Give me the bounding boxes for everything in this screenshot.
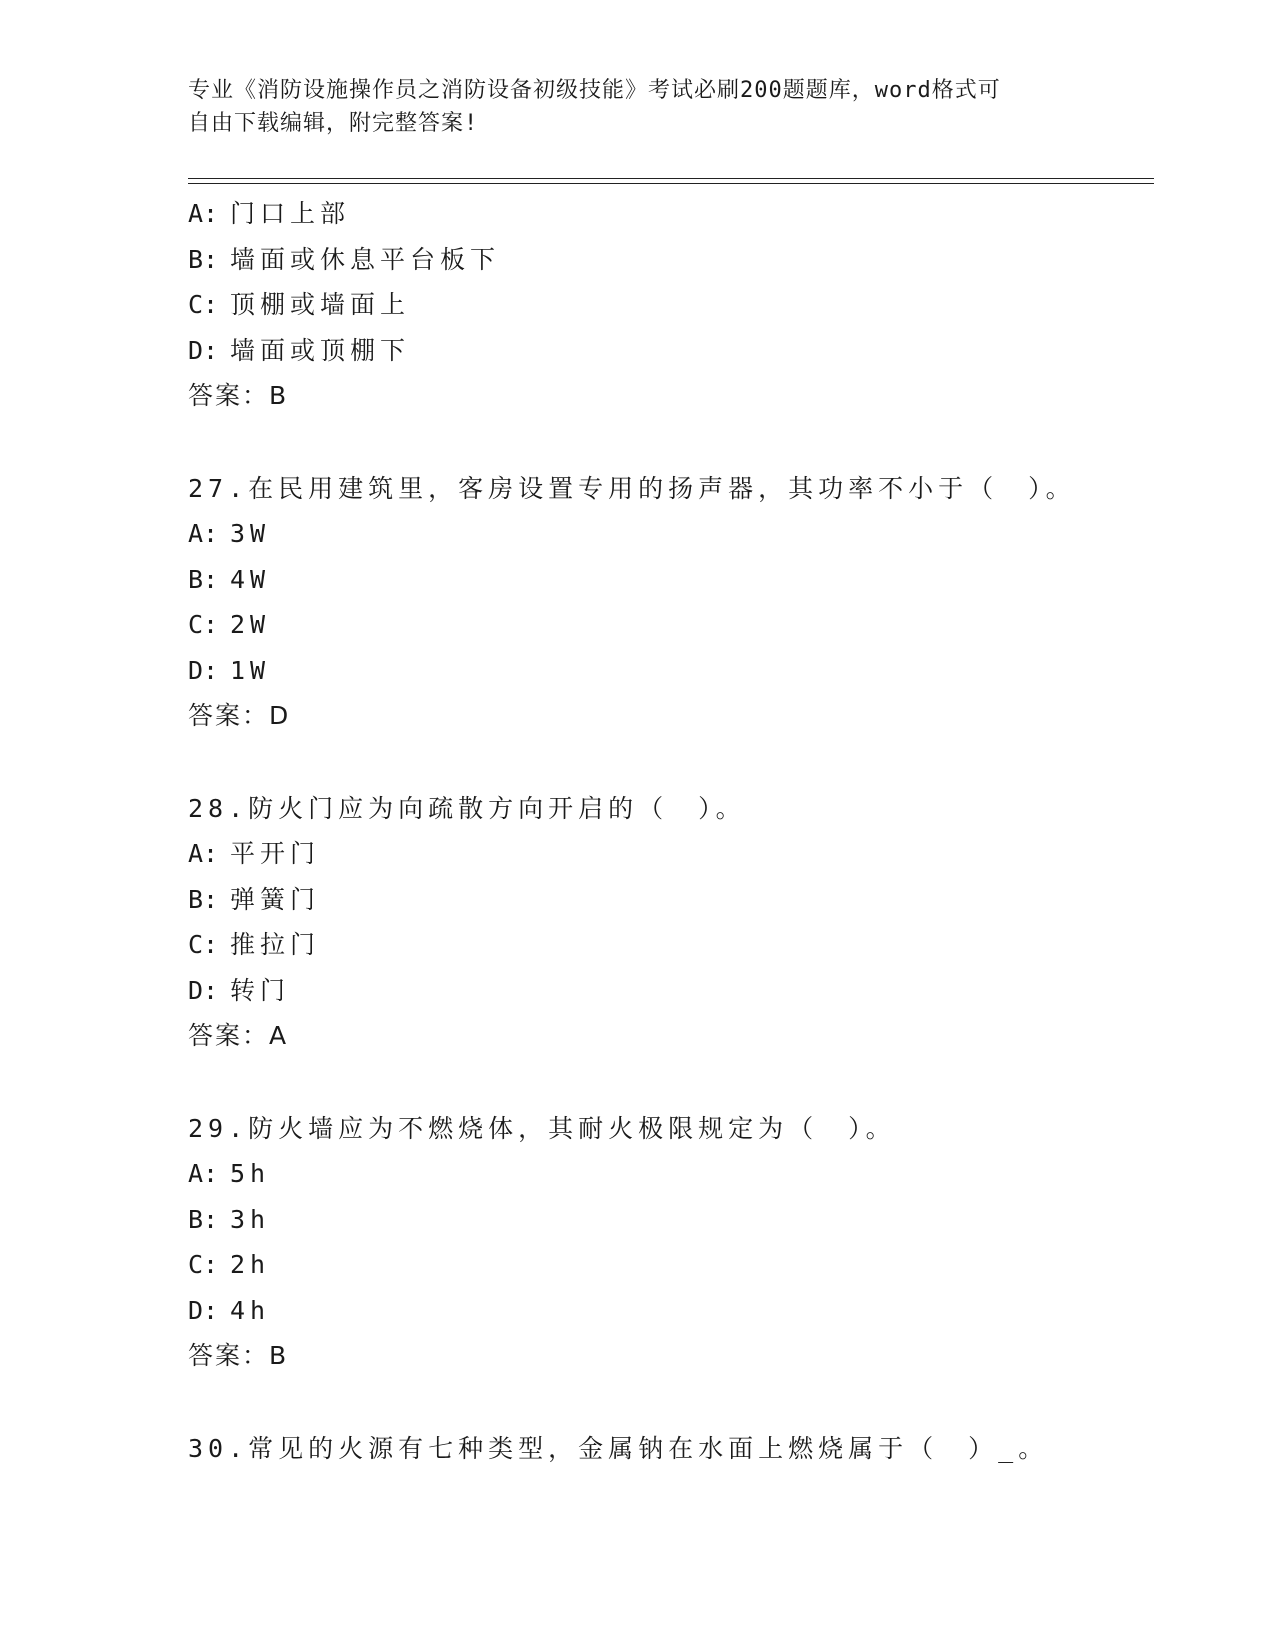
option-a: A: 5h — [188, 1159, 271, 1188]
question-29 — [188, 1106, 1154, 1379]
option-a: A: 平开门 — [188, 839, 321, 868]
question-stem: 30.常见的火源有七种类型，金属钠在水面上燃烧属于（ ）_。 — [188, 1433, 1049, 1463]
option-b: B: 墙面或休息平台板下 — [188, 244, 501, 274]
question-stem: 29.防火墙应为不燃烧体，其耐火极限规定为（ ）。 — [188, 1113, 896, 1143]
option-c: C: 2h — [188, 1250, 271, 1279]
option-d: D: 4h — [188, 1295, 271, 1325]
question-stem: 28.防火门应为向疏散方向开启的（ ）。 — [188, 793, 746, 823]
document-header — [188, 74, 1068, 140]
question-list — [188, 191, 1154, 1471]
option-c: C: 2W — [188, 610, 271, 639]
option-c: C: 推拉门 — [188, 930, 321, 959]
option-a: A: 3W — [188, 519, 271, 548]
header-line-1: 专业《消防设施操作员之消防设备初级技能》考试必刷200题题库，word格式可 — [188, 78, 1001, 103]
option-d: D: 墙面或顶棚下 — [188, 335, 411, 365]
answer-line: 答案：D — [188, 701, 291, 730]
option-b: B: 4W — [188, 564, 271, 594]
answer-line: 答案：A — [188, 1021, 289, 1050]
header-line-2: 自由下载编辑，附完整答案! — [188, 111, 479, 136]
question-30 — [188, 1426, 1154, 1472]
option-d: D: 1W — [188, 655, 271, 685]
option-d: D: 转门 — [188, 975, 291, 1005]
option-c: C: 顶棚或墙面上 — [188, 290, 411, 319]
question-27 — [188, 466, 1154, 739]
option-b: B: 3h — [188, 1204, 271, 1234]
question-28 — [188, 786, 1154, 1059]
question-stem: 27.在民用建筑里，客房设置专用的扬声器，其功率不小于（ ）。 — [188, 473, 1076, 503]
option-b: B: 弹簧门 — [188, 884, 321, 914]
option-a: A: 门口上部 — [188, 199, 351, 228]
answer-line: 答案：B — [188, 381, 289, 410]
header-divider — [188, 178, 1154, 184]
answer-line: 答案：B — [188, 1341, 289, 1370]
question-26-continued — [188, 191, 1154, 419]
